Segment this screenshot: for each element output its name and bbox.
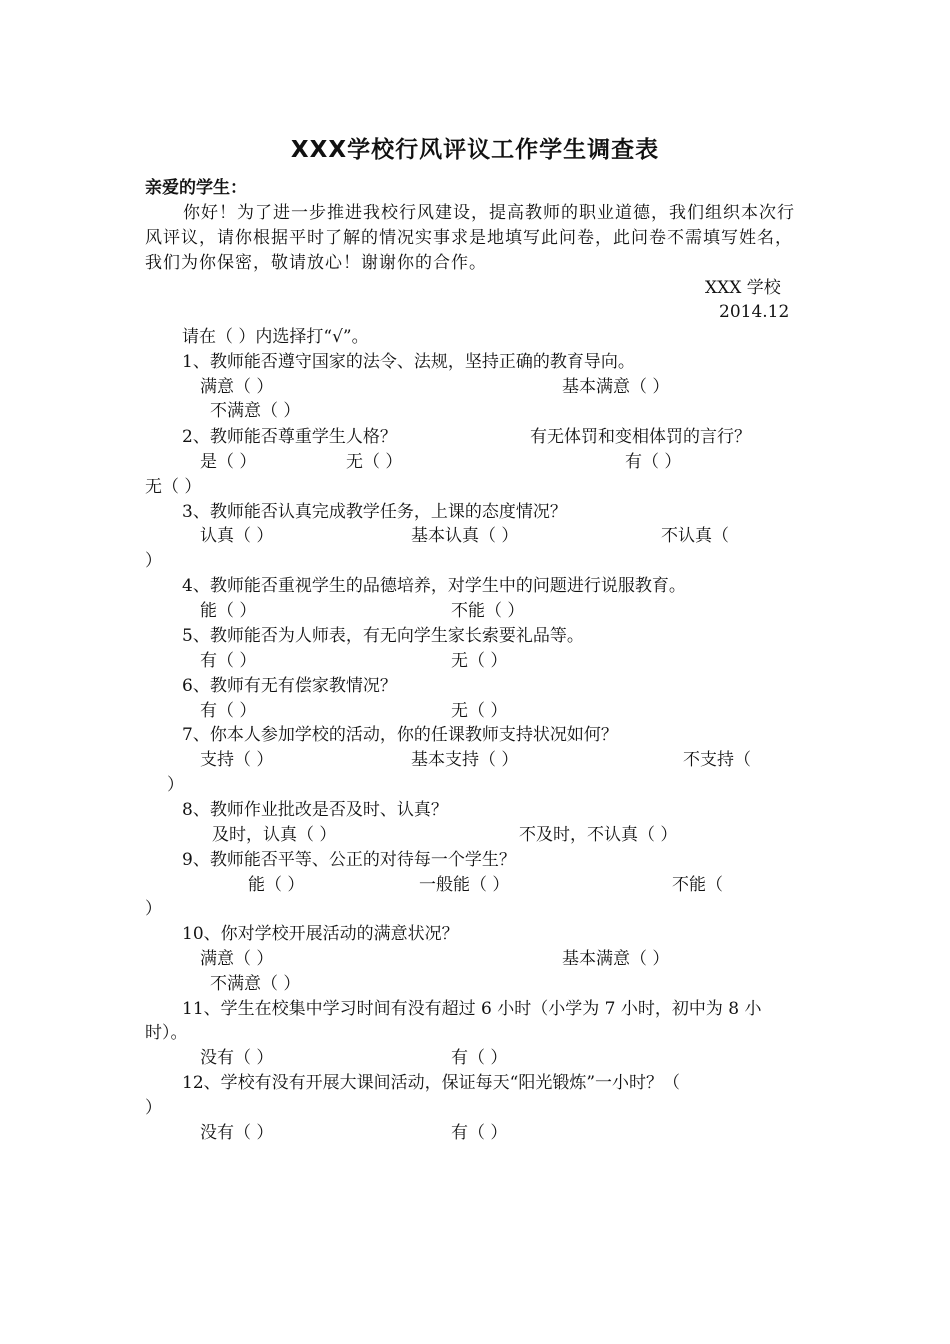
intro-paragraph: 你好！为了进一步推进我校行风建设，提高教师的职业道德，我们组织本次行风评议，请你根据平时了解的情况实事求是地填写此问卷，此问卷不需填写姓名，我们为你保密，敬请放心！谢谢你的合作。 (145, 203, 795, 273)
q7-option-c[interactable]: 不支持（ (683, 750, 751, 770)
q1-option-c[interactable]: 不满意（ ） (210, 401, 301, 421)
q10-option-c[interactable]: 不满意（ ） (210, 974, 301, 994)
page-title: XXX学校行风评议工作学生调查表 (290, 137, 660, 163)
q1-option-a[interactable]: 满意（ ） (200, 377, 274, 397)
question-12: 12、学校有没有开展大课间活动，保证每天“阳光锻炼”一小时？（ (182, 1073, 681, 1093)
q6-option-b[interactable]: 无（ ） (451, 701, 508, 721)
q2-option-d[interactable]: 无（ ） (145, 477, 202, 497)
question-6: 6、教师有无有偿家教情况？ (182, 676, 397, 696)
q2-option-b[interactable]: 无（ ） (346, 452, 403, 472)
q11-option-b[interactable]: 有（ ） (451, 1048, 508, 1068)
q11-option-a[interactable]: 没有（ ） (200, 1048, 274, 1068)
q12-option-a[interactable]: 没有（ ） (200, 1123, 274, 1143)
q2-option-a[interactable]: 是（ ） (200, 452, 257, 472)
greeting: 亲爱的学生： (145, 178, 247, 198)
question-8: 8、教师作业批改是否及时、认真？ (182, 800, 448, 820)
date: 2014.12 (719, 302, 790, 322)
q3-option-c-close: ） (145, 551, 162, 571)
q3-option-a[interactable]: 认真（ ） (200, 526, 274, 546)
q7-option-b[interactable]: 基本支持（ ） (411, 750, 519, 770)
q3-option-b[interactable]: 基本认真（ ） (411, 526, 519, 546)
question-11-cont: 时）。 (145, 1023, 188, 1043)
instruction: 请在（ ）内选择打“√”。 (182, 327, 369, 347)
question-12-cont: ） (145, 1098, 162, 1118)
question-11: 11、学生在校集中学习时间有没有超过 6 小时（小学为 7 小时，初中为 8 小 (182, 999, 762, 1019)
q9-option-c-close: ） (145, 899, 162, 919)
q2-option-c[interactable]: 有（ ） (625, 452, 682, 472)
q10-option-b[interactable]: 基本满意（ ） (562, 949, 670, 969)
q5-option-a[interactable]: 有（ ） (200, 651, 257, 671)
question-2: 2、教师能否尊重学生人格？ (182, 427, 397, 447)
question-2b: 有无体罚和变相体罚的言行？ (530, 427, 751, 447)
q9-option-a[interactable]: 能（ ） (248, 875, 305, 895)
question-10: 10、你对学校开展活动的满意状况？ (182, 924, 459, 944)
q7-option-c-close: ） (167, 775, 184, 795)
q7-option-a[interactable]: 支持（ ） (200, 750, 274, 770)
q4-option-b[interactable]: 不能（ ） (451, 601, 525, 621)
question-3: 3、教师能否认真完成教学任务，上课的态度情况？ (182, 502, 567, 522)
q9-option-b[interactable]: 一般能（ ） (419, 875, 510, 895)
q3-option-c[interactable]: 不认真（ (661, 526, 729, 546)
school-name: XXX 学校 (705, 278, 781, 298)
question-5: 5、教师能否为人师表，有无向学生家长索要礼品等。 (182, 626, 584, 646)
q8-option-b[interactable]: 不及时，不认真（ ） (519, 825, 678, 845)
q10-option-a[interactable]: 满意（ ） (200, 949, 274, 969)
question-4: 4、教师能否重视学生的品德培养，对学生中的问题进行说服教育。 (182, 576, 686, 596)
q6-option-a[interactable]: 有（ ） (200, 701, 257, 721)
q5-option-b[interactable]: 无（ ） (451, 651, 508, 671)
q8-option-a[interactable]: 及时，认真（ ） (212, 825, 337, 845)
q1-option-b[interactable]: 基本满意（ ） (562, 377, 670, 397)
q9-option-c[interactable]: 不能（ (672, 875, 723, 895)
q4-option-a[interactable]: 能（ ） (200, 601, 257, 621)
q12-option-b[interactable]: 有（ ） (451, 1123, 508, 1143)
question-1: 1、教师能否遵守国家的法令、法规，坚持正确的教育导向。 (182, 352, 635, 372)
question-7: 7、你本人参加学校的活动，你的任课教师支持状况如何？ (182, 725, 618, 745)
question-9: 9、教师能否平等、公正的对待每一个学生？ (182, 850, 516, 870)
